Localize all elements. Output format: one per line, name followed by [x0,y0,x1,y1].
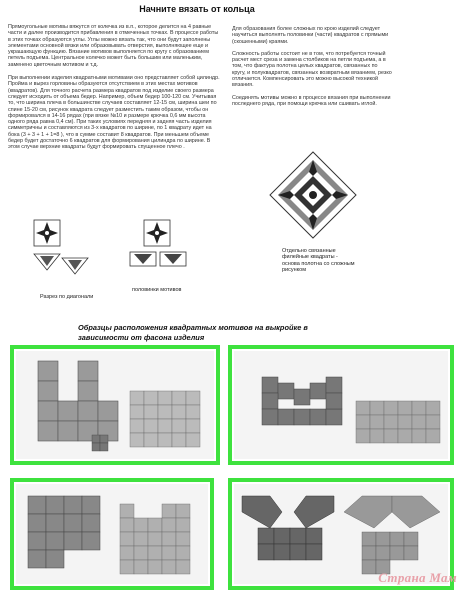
back-pattern-squares [130,391,200,447]
halves-diagram [124,218,194,278]
vneck-back-squares [356,401,440,443]
diagonal-cut-diagram [32,218,92,293]
watermark: Страна Мам [378,570,457,585]
triangle-motif-left [34,254,60,270]
garment-layout-3 [14,482,210,586]
garment-layout-2 [232,349,450,461]
filet-note: Отдельно связанные филейные квадраты - основа полотна со сложным рисунком [282,248,355,273]
sizing-paragraph: При выполнении изделия квадратными мотивами оно представляет собой цилиндр. Пройма и вырез горловины образуются отсутствием в этих местах мотивов (квадратов). Для точного расчета размера квадратов под изделие своего размера следует исходить от объема бедер. Например, объем бедер 100-120 см. Учитывая то, что ширина плеча в большинстве случаев составляет 12-15 см, ширина шеи по спине 15-20 см, рисунок квадрата следует разместить таким образом, чтобы он формировался в 14-16 рядах (при вязке №10 и размере крючка 0,6 мм высота одного ряда равна 0,4 см). При таких условиях передняя и задняя часть изделия симметричны и составляются из 3-х квадратов по ширине, по 1 квадрату идет на бока (3 + 3 + 1 + 1=8 ), что в сумме составит 8 квадратов. При меньшем объеме бедер будет достаточно 6 квадратов для формирования цилиндра по ширине. В этом случае верхние квадраты будут формировать спущенное плечо . [8,75,220,151]
diagonal-cut-label: Разрез по диагонали [40,294,94,300]
square-motif-right [144,220,170,246]
joining-paragraph: Соединять мотивы можно в процессе вязания при выполнении последнего ряда, при помощи крючка или сшивать иглой. [232,94,391,107]
page-title: Начните вязать от кольца [139,4,255,14]
filet-diamond-motif [268,150,358,240]
half-motif-right [160,252,186,266]
section-title: Образцы расположения квадратных мотивов на выкройке в зависимости от фасона изделия [78,323,308,342]
left-column [8,24,220,158]
halves-label: половинки мотивов [132,287,182,293]
square-motif-left [34,220,60,246]
filet-pattern [278,160,348,230]
half-motif-left [130,252,156,266]
halves-paragraph: Для образования более сложных по крою изделий следует научиться выполнять половинки (части) квадратов с прямыми (скошенными) краями. [232,26,389,45]
layout-panel-3 [10,478,214,590]
layout-panel-1 [10,345,220,465]
layout-panel-2 [228,345,454,465]
intro-paragraph: Прямоугольные мотивы вяжутся от колечка из в.п., которое делится на 4 равные части и далее производится прибавления в отмеченных точках. В процессе работы в этих точках образуются углы. Углы можно вязать так, что они будут заполнены элементами основной вязки или образовывать отверстия, выполняющее еще и украшающую функцию. Вязание мотивов выполняется по кругу с образованием петель подъема. Центральное колечко может быть большим или маленьким, заменено цветочным мотивом и т.д. [8,24,219,68]
difficulty-paragraph: Сложность работы состоит не в том, что потребуется точный расчет мест среза и замена столбиков на петли подъема, а в том, что фактура полотна целых квадратов, связанных по кругу, и полуквадратов, связанных возвратным вязанием, резко отличается. Компенсировать это можно высокой техникой вязания. [232,50,392,89]
right-column [232,26,392,113]
triangle-motif-right [62,258,88,274]
sleeve-squares [92,435,108,451]
garment-layout-1 [14,349,216,461]
